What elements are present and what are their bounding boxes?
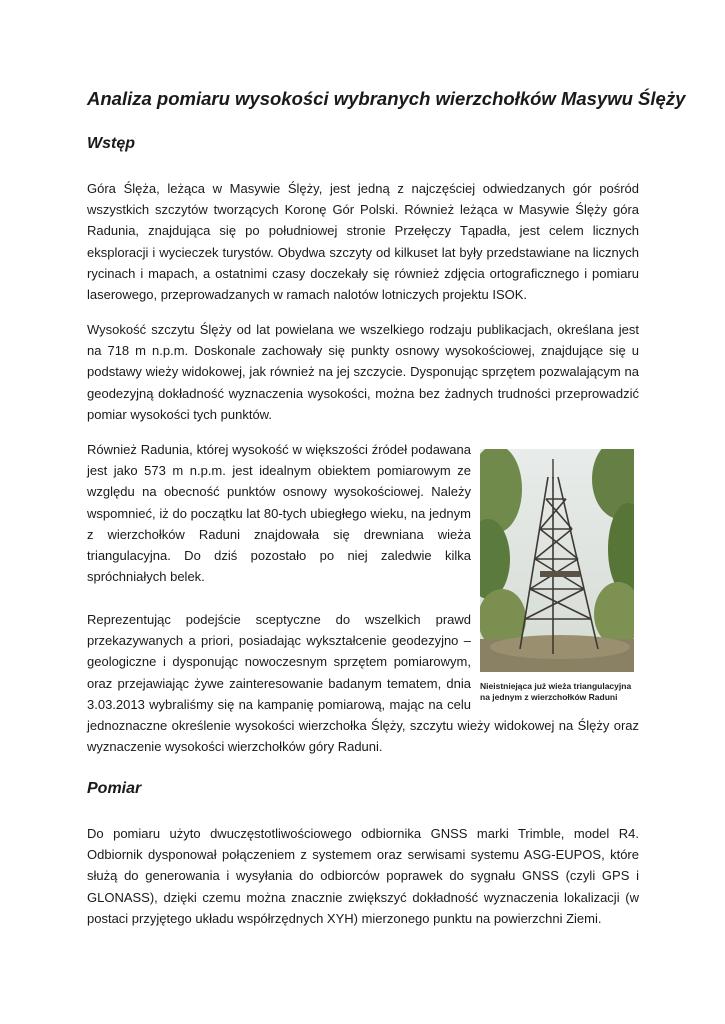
intro-paragraph-3: Również Radunia, której wysokość w większości źródeł podawana jest jako 573 m n.p.m. jest idealnym obiektem pomiarowym ze względu na obecność punktów osnowy wysokościowej. Należy wspomnieć, iż do początku lat 80-tych ubiegłego wieku, na jednym z wierzchołków Raduni znajdowała się drewniana wieża triangulacyjna. Do dziś pozostało po niej zaledwie kilka spróchniałych belek. [87,442,471,585]
tower-figure [480,449,638,703]
intro-paragraph-4-text: Reprezentując podejście sceptyczne do wszelkich prawd przekazywanych a priori, posiadając wykształcenie geodezyjno – geologiczne i dysponując nowoczesnym sprzętem pomiarowym, oraz przejawiając żywe zainteresowanie badanym tematem, dnia 3.03.2013 wybraliśmy się na kampanię pomiarową, mając na celu jednoznaczne określenie wysokości wierzchołka Ślęży, szczytu wieży widokowej na Ślęży oraz wyznaczenie wysokości wierzchołków góry Raduni. [87,612,639,755]
triangulation-tower-photo [480,449,634,672]
intro-paragraph-1: Góra Ślęża, leżąca w Masywie Ślęży, jest jedną z najczęściej odwiedzanych gór pośród wszystkich szczytów tworzących Koronę Gór Polski. Również leżąca w Masywie Ślęży góra Radunia, znajdująca się po południowej stronie Przełęczy Tąpadła, jest celem licznych eksploracji i wycieczek turystów. Obydwa szczyty od kilkuset lat były przedstawiane na licznych rycinach i mapach, a ostatnimi czasy doczekały się również zdjęcia ortograficznego i pomiaru laserowego, przeprowadzanych w ramach nalotów lotniczych projektu ISOK. [87,181,639,303]
section-heading-measurement: Pomiar [87,780,142,797]
section-heading-intro: Wstęp [87,135,135,152]
intro-paragraph-2: Wysokość szczytu Ślęży od lat powielana we wszelkiego rodzaju publikacjach, określana jest na 718 m n.p.m. Doskonale zachowały się punkty osnowy wysokościowej, znajdujące się u podstawy wieży widokowej, jak również na jej szczycie. Dysponując sprzętem pozwalającym na geodezyjną dokładność wyznaczenia wysokości, można bez żadnych trudności przeprowadzić pomiar wysokości tych punktów. [87,322,639,422]
figure-caption: Nieistniejąca już wieża triangulacyjna na jednym z wierzchołków Raduni [480,681,632,702]
document-title: Analiza pomiaru wysokości wybranych wierzchołków Masywu Ślęży [87,88,686,109]
measurement-paragraph-1: Do pomiaru użyto dwuczęstotliwościowego odbiornika GNSS marki Trimble, model R4. Odbiornik dysponował połączeniem z systemem oraz serwisami systemu ASG-EUPOS, które służą do generowania i wysyłania do odbiorców poprawek do sygnału GNSS (czyli GPS i GLONASS), dzięki czemu można znacznie zwiększyć dokładność wyznaczenia lokalizacji (w postaci przyjętego układu współrzędnych XYH) mierzonego punktu na powierzchni Ziemi. [87,826,639,926]
